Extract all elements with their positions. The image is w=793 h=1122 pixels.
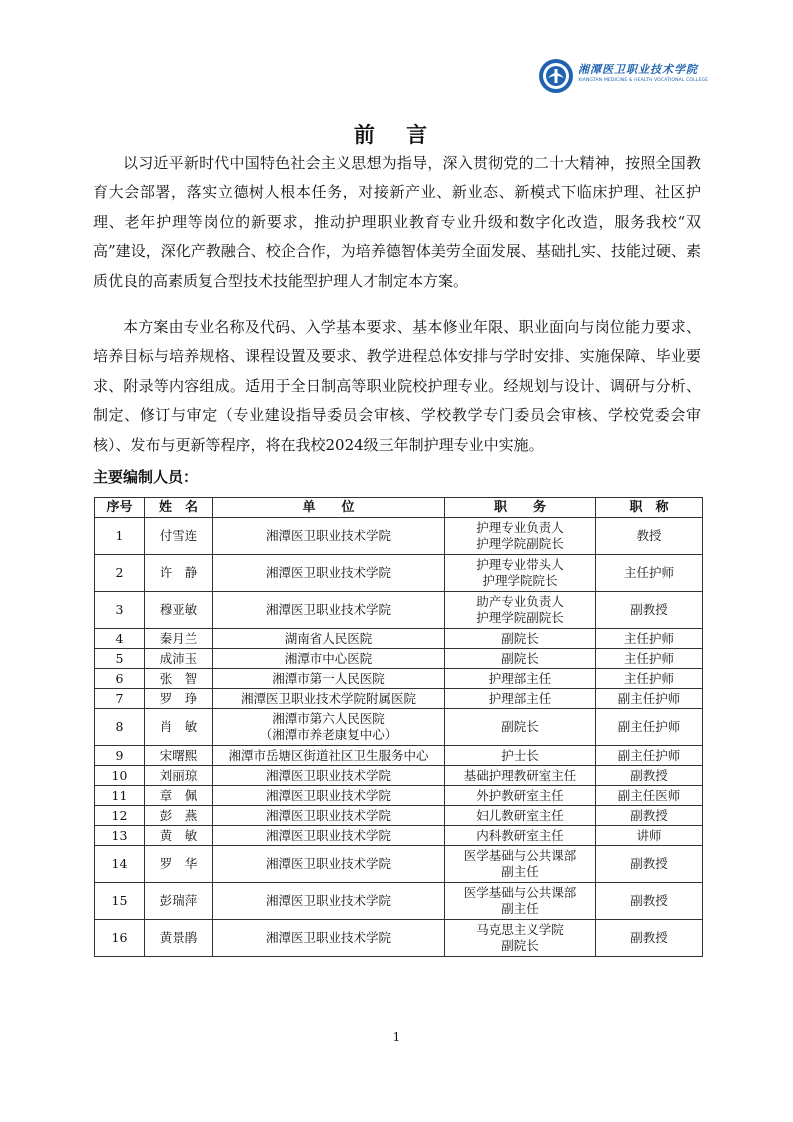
- cell-duty: [445, 518, 596, 555]
- cell-unit: [213, 806, 445, 826]
- staff-table: [94, 497, 703, 957]
- header-no: 序号: [95, 498, 145, 518]
- cell-title: 副教授: [596, 766, 703, 786]
- cell-name: 章 佩: [145, 786, 213, 806]
- cell-unit-line: 湘潭医卫职业技术学院附属医院: [240, 690, 416, 706]
- table-header-row: [95, 498, 703, 518]
- cell-duty-line: 护理专业带头人: [476, 557, 564, 572]
- cell-title: 主任护师: [596, 649, 703, 669]
- cell-unit-line: 湘潭医卫职业技术学院: [265, 930, 391, 945]
- cell-duty-line: 外护教研室主任: [476, 787, 564, 803]
- cell-unit: [213, 689, 445, 709]
- table-row: [95, 766, 703, 786]
- table-row: [95, 518, 703, 555]
- cell-unit: [213, 766, 445, 786]
- cell-title: 副教授: [596, 920, 703, 957]
- cell-no: 16: [95, 920, 145, 957]
- cell-no: 5: [95, 649, 145, 669]
- cell-name: 许 静: [145, 555, 213, 592]
- header-title: 职 称: [596, 498, 703, 518]
- cell-name: 肖 敏: [145, 709, 213, 746]
- cell-duty-line: 马克思主义学院: [476, 922, 564, 937]
- cell-title: 副教授: [596, 806, 703, 826]
- staff-section-label: 主要编制人员：: [93, 468, 199, 486]
- cell-duty: [445, 709, 596, 746]
- cell-duty-line: 基础护理教研室主任: [463, 767, 577, 783]
- staff-table-body: [95, 518, 703, 957]
- cell-name: 彭瑞萍: [145, 883, 213, 920]
- cell-name: 彭 燕: [145, 806, 213, 826]
- cell-duty-line: 护理部主任: [488, 670, 552, 686]
- table-row: [95, 920, 703, 957]
- cell-no: 4: [95, 629, 145, 649]
- cell-unit-line: 湘潭医卫职业技术学院: [265, 602, 391, 617]
- cell-title: 副主任护师: [596, 689, 703, 709]
- cell-unit-line: （湘潭市养老康复中心）: [259, 727, 398, 742]
- logo-subtext: XIANGTAN MEDICINE & HEALTH VOCATIONAL COLLEGE: [578, 78, 709, 83]
- cell-unit: [213, 649, 445, 669]
- cell-duty: [445, 806, 596, 826]
- cell-no: 15: [95, 883, 145, 920]
- page-title: 前 言: [353, 123, 440, 147]
- table-row: [95, 592, 703, 629]
- cell-title: 主任护师: [596, 669, 703, 689]
- cell-no: 13: [95, 826, 145, 846]
- cell-no: 6: [95, 669, 145, 689]
- cell-duty-line: 护理学院副院长: [476, 610, 564, 625]
- page-number: 1: [392, 1030, 401, 1044]
- cell-unit-line: 湘潭市岳塘区街道社区卫生服务中心: [228, 747, 429, 763]
- cell-title: 主任护师: [596, 629, 703, 649]
- table-row: [95, 826, 703, 846]
- cell-unit: [213, 555, 445, 592]
- cell-duty-line: 医学基础与公共课部: [463, 848, 577, 863]
- cell-no: 10: [95, 766, 145, 786]
- cell-name: 张 智: [145, 669, 213, 689]
- table-row: [95, 669, 703, 689]
- cell-unit-line: 湘潭市中心医院: [284, 650, 373, 666]
- cell-no: 12: [95, 806, 145, 826]
- cell-unit: [213, 920, 445, 957]
- cell-duty-line: 内科教研室主任: [476, 827, 564, 843]
- cell-unit-line: 湘潭医卫职业技术学院: [265, 767, 391, 783]
- cell-no: 1: [95, 518, 145, 555]
- table-row: [95, 649, 703, 669]
- cell-unit-line: 湘潭医卫职业技术学院: [265, 528, 391, 543]
- cell-unit-line: 湘潭医卫职业技术学院: [265, 856, 391, 871]
- cell-name: 罗 琤: [145, 689, 213, 709]
- table-row: [95, 746, 703, 766]
- cell-name: 黄景鹃: [145, 920, 213, 957]
- cell-no: 8: [95, 709, 145, 746]
- cell-duty: [445, 826, 596, 846]
- cell-title: 教授: [596, 518, 703, 555]
- cell-unit: [213, 709, 445, 746]
- table-row: [95, 555, 703, 592]
- college-logo: [538, 58, 709, 96]
- intro-paragraph-2: 本方案由专业名称及代码、入学基本要求、基本修业年限、职业面向与岗位能力要求、培养目标与培养规格、课程设置及要求、教学进程总体安排与学时安排、实施保障、毕业要求、附录等内容组成。适用于全日制高等职业院校护理专业。经规划与设计、调研与分析、制定、修订与审定（专业建设指导委员会审核、学校教学专门委员会审核、学校党委会审核）、发布与更新等程序，将在我校2024级三年制护理专业中实施。: [93, 318, 701, 454]
- cell-unit-line: 湘潭医卫职业技术学院: [265, 827, 391, 843]
- cell-title: 副教授: [596, 592, 703, 629]
- college-emblem-icon: [538, 58, 574, 94]
- cell-duty: [445, 920, 596, 957]
- cell-title: 副教授: [596, 846, 703, 883]
- cell-unit: [213, 629, 445, 649]
- cell-duty-line: 副主任: [501, 901, 539, 916]
- table-row: [95, 846, 703, 883]
- cell-duty-line: 助产专业负责人: [476, 594, 564, 609]
- cell-name: 穆亚敏: [145, 592, 213, 629]
- cell-name: 秦月兰: [145, 629, 213, 649]
- cell-unit: [213, 669, 445, 689]
- cell-name: 黄 敏: [145, 826, 213, 846]
- cell-duty: [445, 555, 596, 592]
- table-row: [95, 689, 703, 709]
- cell-duty-line: 护理学院院长: [482, 573, 558, 588]
- cell-duty: [445, 786, 596, 806]
- table-row: [95, 629, 703, 649]
- cell-unit: [213, 518, 445, 555]
- cell-duty-line: 妇儿教研室主任: [476, 807, 564, 823]
- cell-duty-line: 医学基础与公共课部: [463, 885, 577, 900]
- cell-duty: [445, 883, 596, 920]
- cell-no: 11: [95, 786, 145, 806]
- table-row: [95, 806, 703, 826]
- cell-unit: [213, 883, 445, 920]
- header-name: 姓 名: [145, 498, 213, 518]
- cell-duty: [445, 746, 596, 766]
- cell-duty: [445, 669, 596, 689]
- cell-title: 副主任护师: [596, 746, 703, 766]
- cell-unit-line: 湘潭市第六人民医院: [272, 711, 385, 726]
- cell-duty-line: 副院长: [501, 938, 539, 953]
- cell-no: 2: [95, 555, 145, 592]
- cell-title: 讲师: [596, 826, 703, 846]
- cell-duty-line: 护理专业负责人: [476, 520, 564, 535]
- cell-no: 7: [95, 689, 145, 709]
- table-row: [95, 786, 703, 806]
- cell-name: 付雪连: [145, 518, 213, 555]
- cell-title: 副主任医师: [596, 786, 703, 806]
- cell-unit-line: 湘潭医卫职业技术学院: [265, 565, 391, 580]
- cell-duty-line: 副院长: [501, 719, 539, 734]
- table-row: [95, 709, 703, 746]
- cell-title: 副主任护师: [596, 709, 703, 746]
- cell-unit-line: 湘潭医卫职业技术学院: [265, 807, 391, 823]
- cell-unit-line: 湘潭医卫职业技术学院: [265, 893, 391, 908]
- cell-unit: [213, 786, 445, 806]
- cell-title: 主任护师: [596, 555, 703, 592]
- cell-duty: [445, 629, 596, 649]
- cell-unit: [213, 846, 445, 883]
- cell-unit: [213, 592, 445, 629]
- cell-duty-line: 副主任: [501, 864, 539, 879]
- cell-duty-line: 副院长: [501, 630, 539, 646]
- table-row: [95, 883, 703, 920]
- cell-duty-line: 护士长: [501, 747, 539, 763]
- cell-duty-line: 副院长: [501, 650, 539, 666]
- cell-duty-line: 护理学院副院长: [476, 536, 564, 551]
- cell-name: 宋曙熙: [145, 746, 213, 766]
- cell-duty: [445, 846, 596, 883]
- cell-unit-line: 湘潭医卫职业技术学院: [265, 787, 391, 803]
- cell-no: 9: [95, 746, 145, 766]
- cell-unit-line: 湖南省人民医院: [284, 630, 373, 646]
- cell-duty: [445, 592, 596, 629]
- cell-duty: [445, 689, 596, 709]
- header-duty: 职 务: [445, 498, 596, 518]
- cell-duty: [445, 649, 596, 669]
- cell-no: 3: [95, 592, 145, 629]
- cell-unit-line: 湘潭市第一人民医院: [272, 670, 385, 686]
- cell-name: 成沛玉: [145, 649, 213, 669]
- logo-text: 湘潭医卫职业技术学院: [578, 63, 698, 76]
- cell-name: 罗 华: [145, 846, 213, 883]
- cell-no: 14: [95, 846, 145, 883]
- cell-title: 副教授: [596, 883, 703, 920]
- cell-name: 刘丽琼: [145, 766, 213, 786]
- header-unit: 单 位: [213, 498, 445, 518]
- cell-duty-line: 护理部主任: [488, 690, 552, 706]
- intro-paragraph-1: 以习近平新时代中国特色社会主义思想为指导，深入贯彻党的二十大精神，按照全国教育大会部署，落实立德树人根本任务，对接新产业、新业态、新模式下临床护理、社区护理、老年护理等岗位的新要求，推动护理职业教育专业升级和数字化改造，服务我校“双高”建设，深化产教融合、校企合作，为培养德智体美劳全面发展、基础扎实、技能过硬、素质优良的高素质复合型技术技能型护理人才制定本方案。: [93, 154, 701, 290]
- cell-unit: [213, 746, 445, 766]
- cell-duty: [445, 766, 596, 786]
- cell-unit: [213, 826, 445, 846]
